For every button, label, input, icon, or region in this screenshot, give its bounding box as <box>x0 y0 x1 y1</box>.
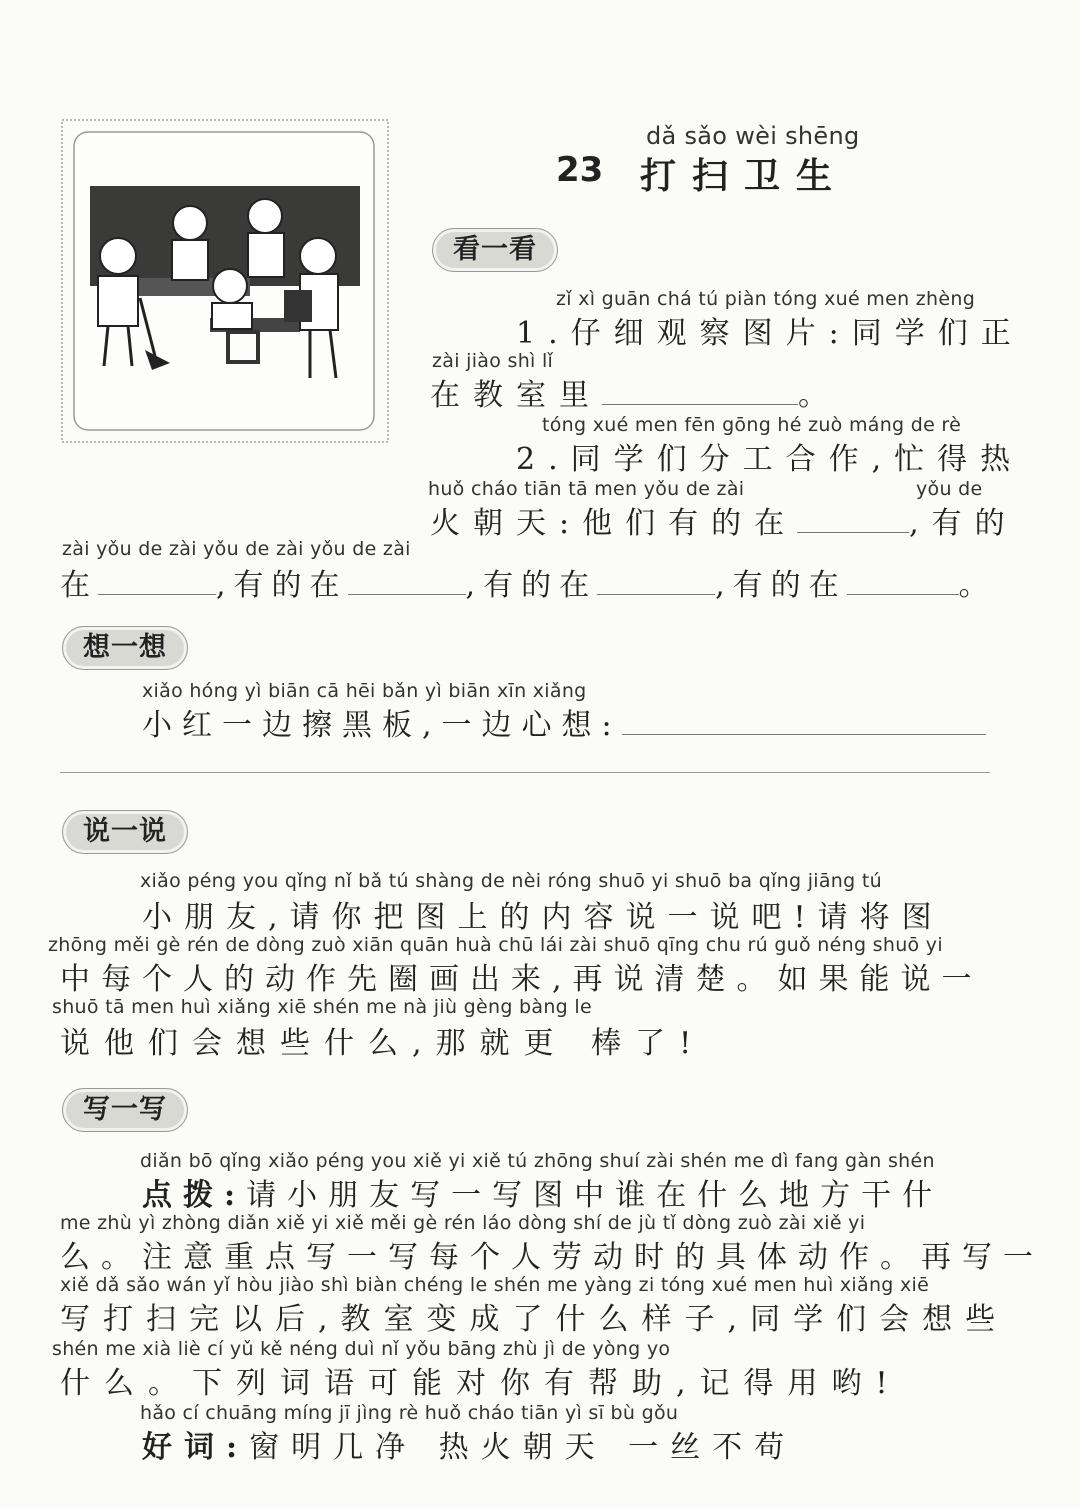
answer-blank-q2-2[interactable] <box>98 568 216 595</box>
q2-line-2: 火朝天:他们有的在 ,有的 <box>430 506 1018 541</box>
section-badge-think: 想一想 <box>62 626 188 670</box>
answer-blank-q2-3[interactable] <box>348 568 466 595</box>
answer-blank-q2-5[interactable] <box>847 568 959 595</box>
write-line-5: 好词:窗明几净 热火朝天 一丝不苟 <box>142 1430 797 1465</box>
section-badge-write: 写一写 <box>62 1088 188 1132</box>
answer-blank-think-1[interactable] <box>622 708 986 735</box>
q2-pinyin-2a: huǒ cháo tiān tā men yǒu de zài <box>428 478 745 500</box>
q2-pinyin-3: zài yǒu de zài yǒu de zài yǒu de zài <box>62 538 411 560</box>
think-pinyin: xiǎo hóng yì biān cā hēi bǎn yì biān xīn xiǎng <box>142 680 587 702</box>
write-pinyin-1: diǎn bō qǐng xiǎo péng you xiě yi xiě tú zhōng shuí zài shén me dì fang gàn shén <box>140 1150 935 1172</box>
answer-blank-think-2[interactable] <box>60 772 990 773</box>
section-badge-look: 看一看 <box>432 228 558 272</box>
q2-line-1: 2.同学们分工合作,忙得热 <box>516 442 1024 477</box>
write-line-2: 么。注意重点写一写每个人劳动时的具体动作。再写一 <box>60 1240 1044 1275</box>
section-badge-say: 说一说 <box>62 810 188 854</box>
classroom-illustration <box>60 118 390 444</box>
q2-pinyin-2b: yǒu de <box>916 478 983 500</box>
say-line-2: 中每个人的动作先圈画出来,再说清楚。如果能说一 <box>60 962 983 997</box>
q2-line-3: 在 ,有的在 ,有的在 ,有的在 。 <box>60 568 997 603</box>
answer-blank-q2-4[interactable] <box>597 568 715 595</box>
q1-pinyin-1: zǐ xì guān chá tú piàn tóng xué men zhèng <box>556 288 976 310</box>
title-pinyin: dǎ sǎo wèi shēng <box>646 122 860 150</box>
write-pinyin-5: hǎo cí chuāng míng jī jìng rè huǒ cháo tiān yì sī bù gǒu <box>140 1402 679 1424</box>
write-pinyin-2: me zhù yì zhòng diǎn xiě yi xiě měi gè rén láo dòng shí de jù tǐ dòng zuò zài xiě yi <box>60 1212 866 1234</box>
q1-line-1: 1.仔细观察图片:同学们正 <box>516 316 1024 351</box>
say-pinyin-1: xiǎo péng you qǐng nǐ bǎ tú shàng de nèi róng shuō yi shuō ba qǐng jiāng tú <box>140 870 882 892</box>
answer-blank-q1[interactable] <box>602 378 798 405</box>
write-pinyin-4: shén me xià liè cí yǔ kě néng duì nǐ yǒu bāng zhù jì de yòng yo <box>52 1338 671 1360</box>
answer-blank-q2-1[interactable] <box>797 506 909 533</box>
lesson-number: 23 <box>556 150 604 190</box>
write-line-3: 写打扫完以后,教室变成了什么样子,同学们会想些 <box>60 1302 1009 1337</box>
say-pinyin-2: zhōng měi gè rén de dòng zuò xiān quān huà chū lái zài shuō qīng chu rú guǒ néng shuō yi <box>48 934 943 956</box>
say-pinyin-3: shuō tā men huì xiǎng xiē shén me nà jiù gèng bàng le <box>52 996 592 1018</box>
think-line: 小红一边擦黑板,一边心想: <box>142 700 986 744</box>
q2-pinyin-1: tóng xué men fēn gōng hé zuò máng de rè <box>542 414 962 436</box>
say-line-3: 说他们会想些什么,那就更 棒了! <box>60 1026 706 1061</box>
write-pinyin-3: xiě dǎ sǎo wán yǐ hòu jiào shì biàn chéng le shén me yàng zi tóng xué men huì xiǎng xiē <box>60 1274 930 1296</box>
page-title: 打扫卫生 <box>640 156 849 197</box>
write-line-4: 什么。下列词语可能对你有帮助,记得用哟! <box>60 1366 902 1401</box>
q1-pinyin-2: zài jiào shì lǐ <box>432 350 554 372</box>
write-line-1: 点拨:请小朋友写一写图中谁在什么地方干什 <box>142 1178 944 1213</box>
q1-line-2: 在教室里 。 <box>430 378 841 413</box>
say-line-1: 小朋友,请你把图上的内容说一说吧!请将图 <box>142 900 944 935</box>
